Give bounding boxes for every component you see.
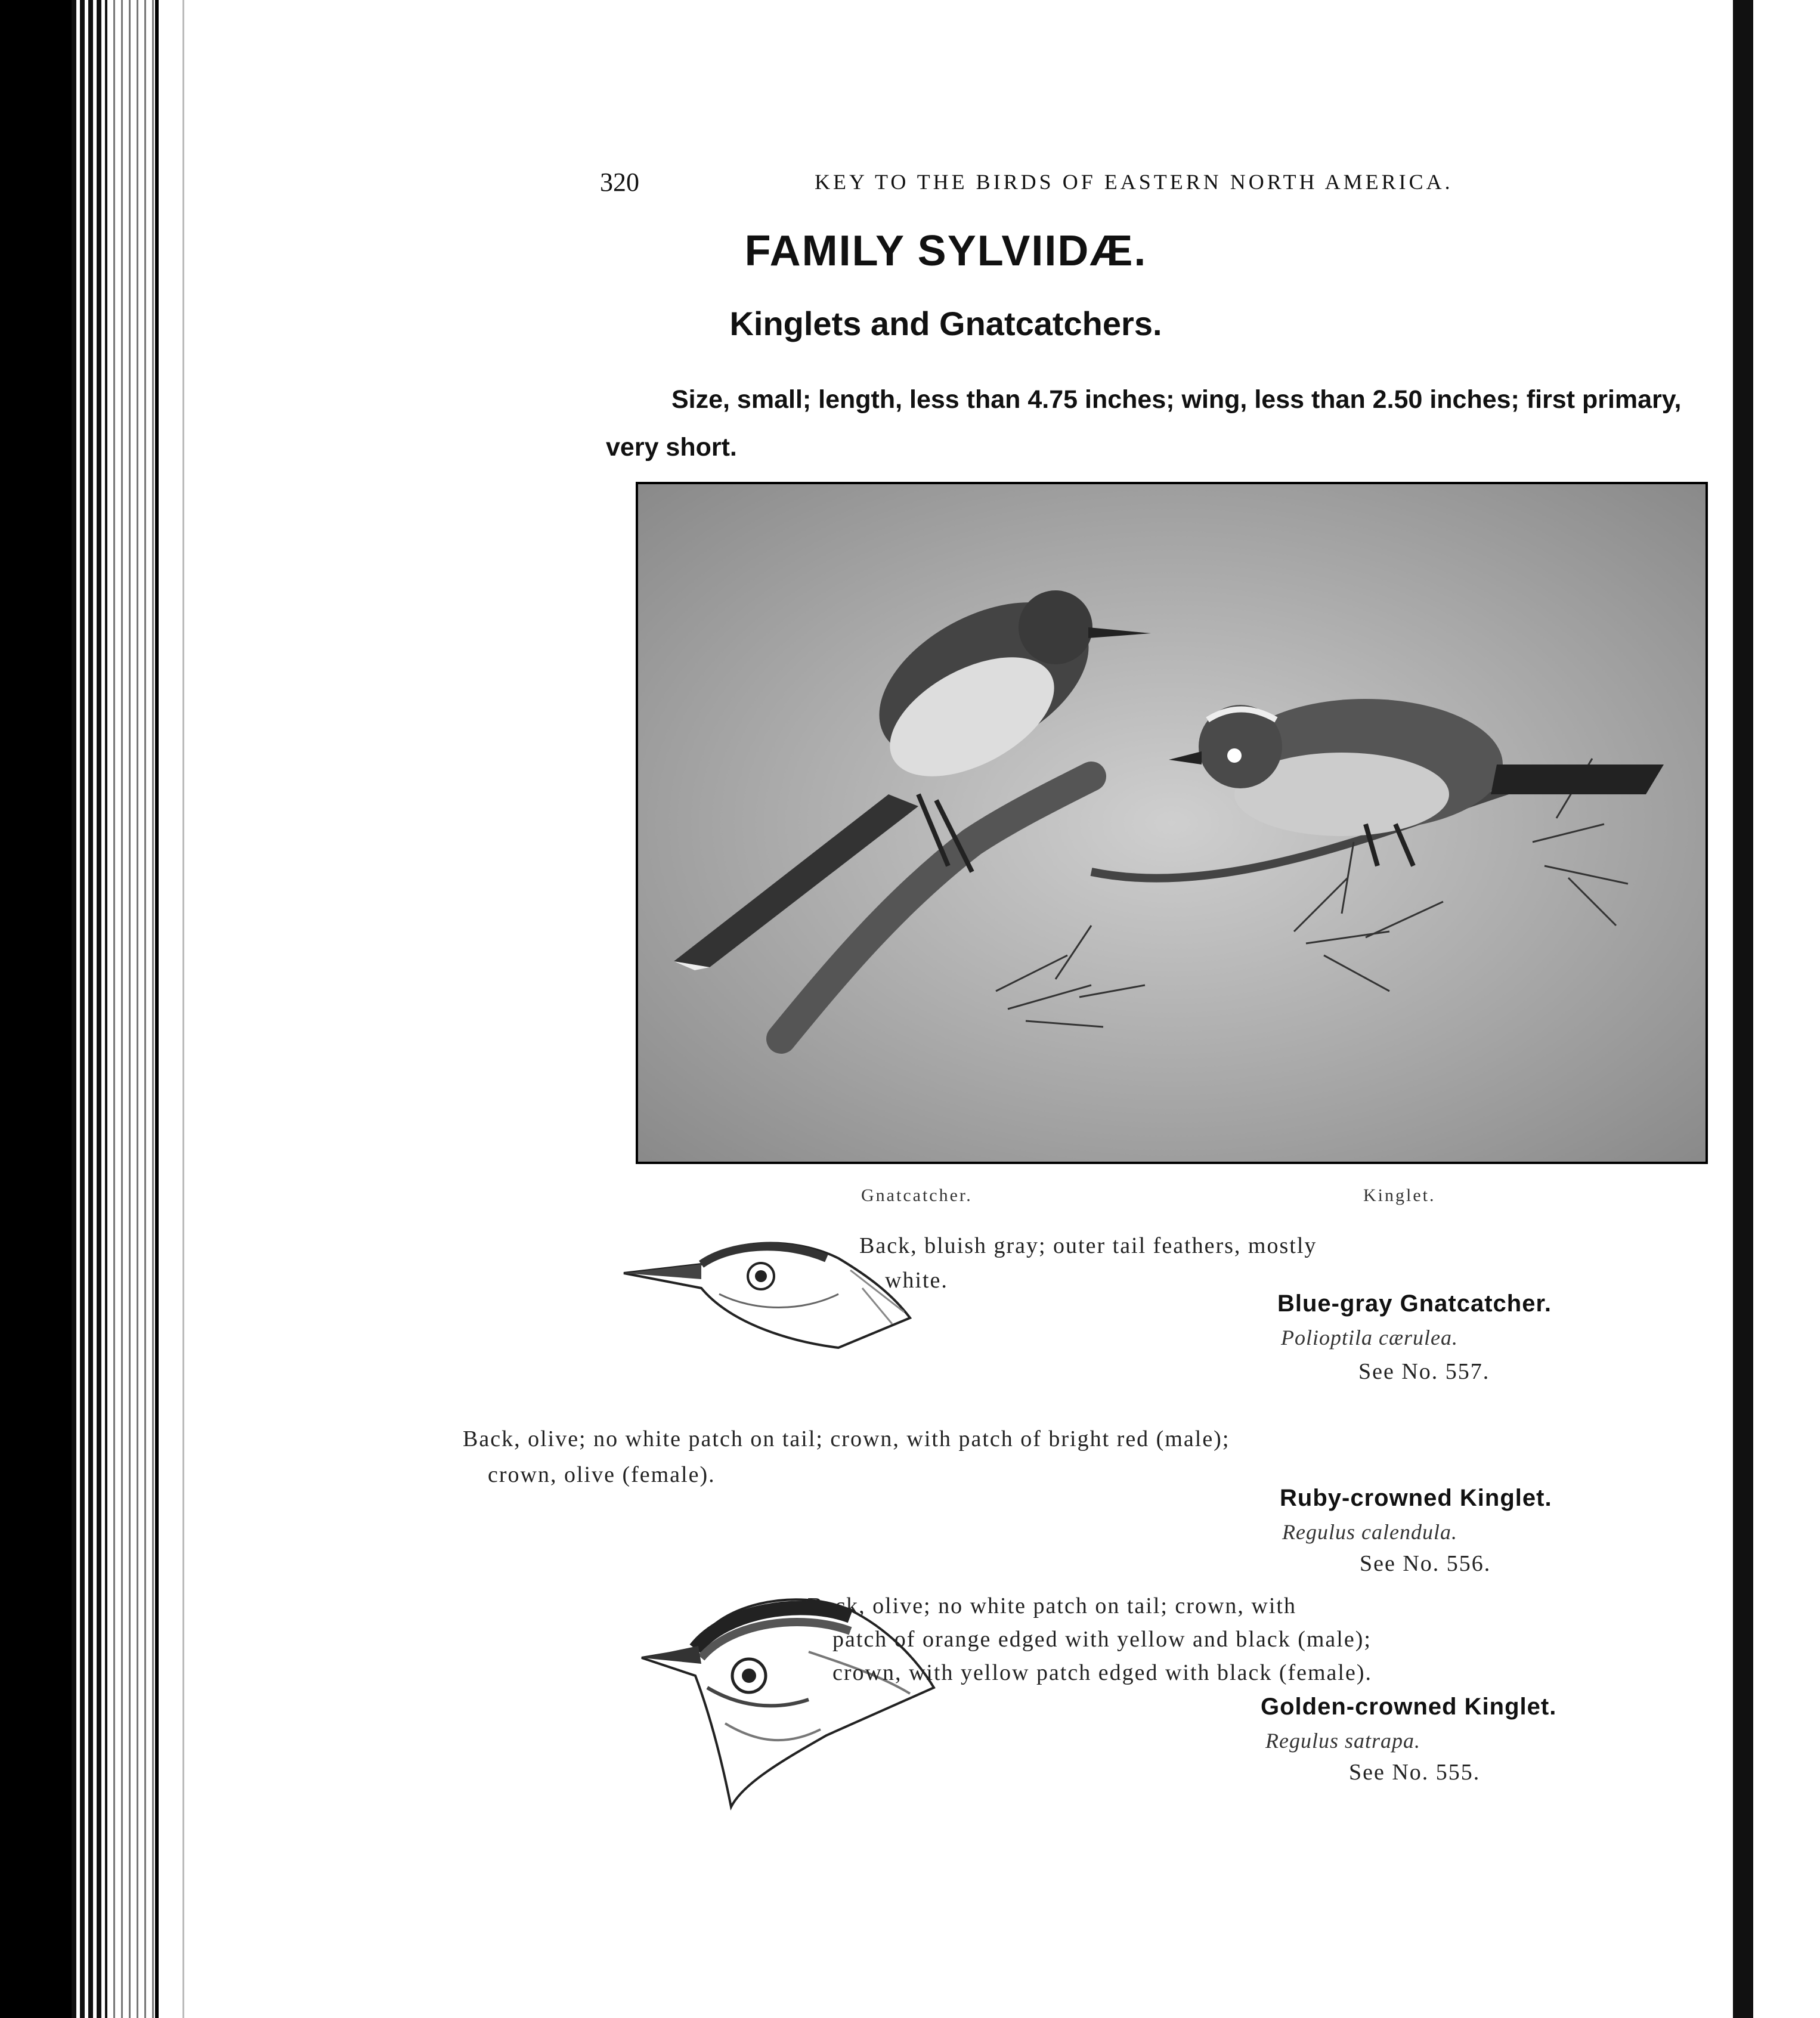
gnatcatcher-latin-name: Polioptila cærulea.: [1281, 1326, 1458, 1350]
ruby-crowned-description-line1: Back, olive; no white patch on tail; crown, with patch of bright red (male);: [463, 1426, 1230, 1451]
golden-crowned-common-name: Golden-crowned Kinglet.: [1261, 1694, 1557, 1720]
ruby-crowned-common-name: Ruby-crowned Kinglet.: [1280, 1485, 1552, 1511]
family-description: Size, small; length, less than 4.75 inches; wing, less than 2.50 inches; first primary, very short.: [606, 385, 1682, 462]
golden-crowned-latin-name: Regulus satrapa.: [1265, 1729, 1421, 1753]
gnatcatcher-description-line2: white.: [885, 1268, 948, 1293]
plate-caption-gnatcatcher: Gnatcatcher.: [861, 1186, 973, 1205]
ruby-crowned-description-line2: crown, olive (female).: [488, 1462, 716, 1487]
page-number: 320: [600, 168, 639, 197]
book-page: [155, 0, 1733, 2018]
golden-crowned-description-line3: crown, with yellow patch edged with black (female).: [832, 1660, 1372, 1685]
book-gutter: [1729, 0, 1753, 2018]
family-title: FAMILY SYLVIIDÆ.: [744, 227, 1147, 275]
gnatcatcher-description-line1: Back, bluish gray; outer tail feathers, mostly: [859, 1233, 1317, 1258]
bird-plate-illustration: [636, 482, 1708, 1164]
running-title: KEY TO THE BIRDS OF EASTERN NORTH AMERICA.: [815, 170, 1453, 194]
book-edge-left: [72, 0, 107, 2018]
gnatcatcher-reference: See No. 557.: [1358, 1359, 1490, 1384]
facing-page-edge: [1753, 0, 1820, 2018]
ruby-crowned-reference: See No. 556.: [1360, 1551, 1491, 1576]
gnatcatcher-common-name: Blue-gray Gnatcatcher.: [1277, 1290, 1552, 1317]
gnatcatcher-kinglet-plate-icon: [638, 484, 1706, 1162]
page-stack-edge: [107, 0, 155, 2018]
golden-crowned-reference: See No. 555.: [1349, 1760, 1481, 1785]
golden-crowned-description-line2: patch of orange edged with yellow and black (male);: [832, 1627, 1372, 1652]
plate-caption-kinglet: Kinglet.: [1363, 1186, 1436, 1205]
golden-crowned-description-line1: Back, olive; no white patch on tail; crown, with: [807, 1593, 1296, 1618]
ruby-crowned-latin-name: Regulus calendula.: [1282, 1520, 1457, 1544]
family-subtitle: Kinglets and Gnatcatchers.: [729, 305, 1162, 342]
